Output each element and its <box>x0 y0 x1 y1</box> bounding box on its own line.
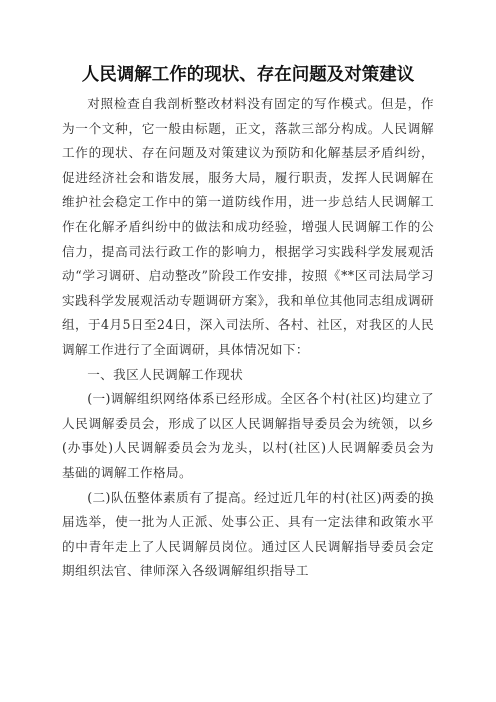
section-paragraph-2: (二)队伍整体素质有了提高。经过近几年的村(社区)两委的换届选举，使一批为人正派、处事公正、具有一定法律和政策水平的中青年走上了人民调解员岗位。通过区人民调解指导委员会定期组织法官、律师深入各级调解组织指导工 <box>62 489 434 579</box>
intro-paragraph: 对照检查自我剖析整改材料没有固定的写作模式。但是，作为一个文种，它一般由标题，正文，落款三部分构成。人民调解工作的现状、存在问题及对策建议为预防和化解基层矛盾纠纷，促进经济社会和谐发展，服务大局，履行职责，发挥人民调解在维护社会稳定工作中的第一道防线作用，进一步总结人民调解工作在化解矛盾纠纷中的做法和成功经验，增强人民调解工作的公信力，提高司法行政工作的影响力，根据学习实践科学发展观活动“学习调研、启动整改”阶段工作安排，按照《**区司法局学习实践科学发展观活动专题调研方案》，我和单位其他同志组成调研组，于4月5日至24日，深入司法所、各村、社区，对我区的人民调解工作进行了全面调研，具体情况如下： <box>62 96 434 357</box>
section-paragraph-1: (一)调解组织网络体系已经形成。全区各个村(社区)均建立了人民调解委员会，形成了以区人民调解指导委员会为统领，以乡(办事处)人民调解委员会为龙头，以村(社区)人民调解委员会为基础的调解工作格局。 <box>62 391 434 480</box>
document-title: 人民调解工作的现状、存在问题及对策建议 <box>81 65 415 85</box>
section-heading: 一、我区人民调解工作现状 <box>87 366 244 382</box>
